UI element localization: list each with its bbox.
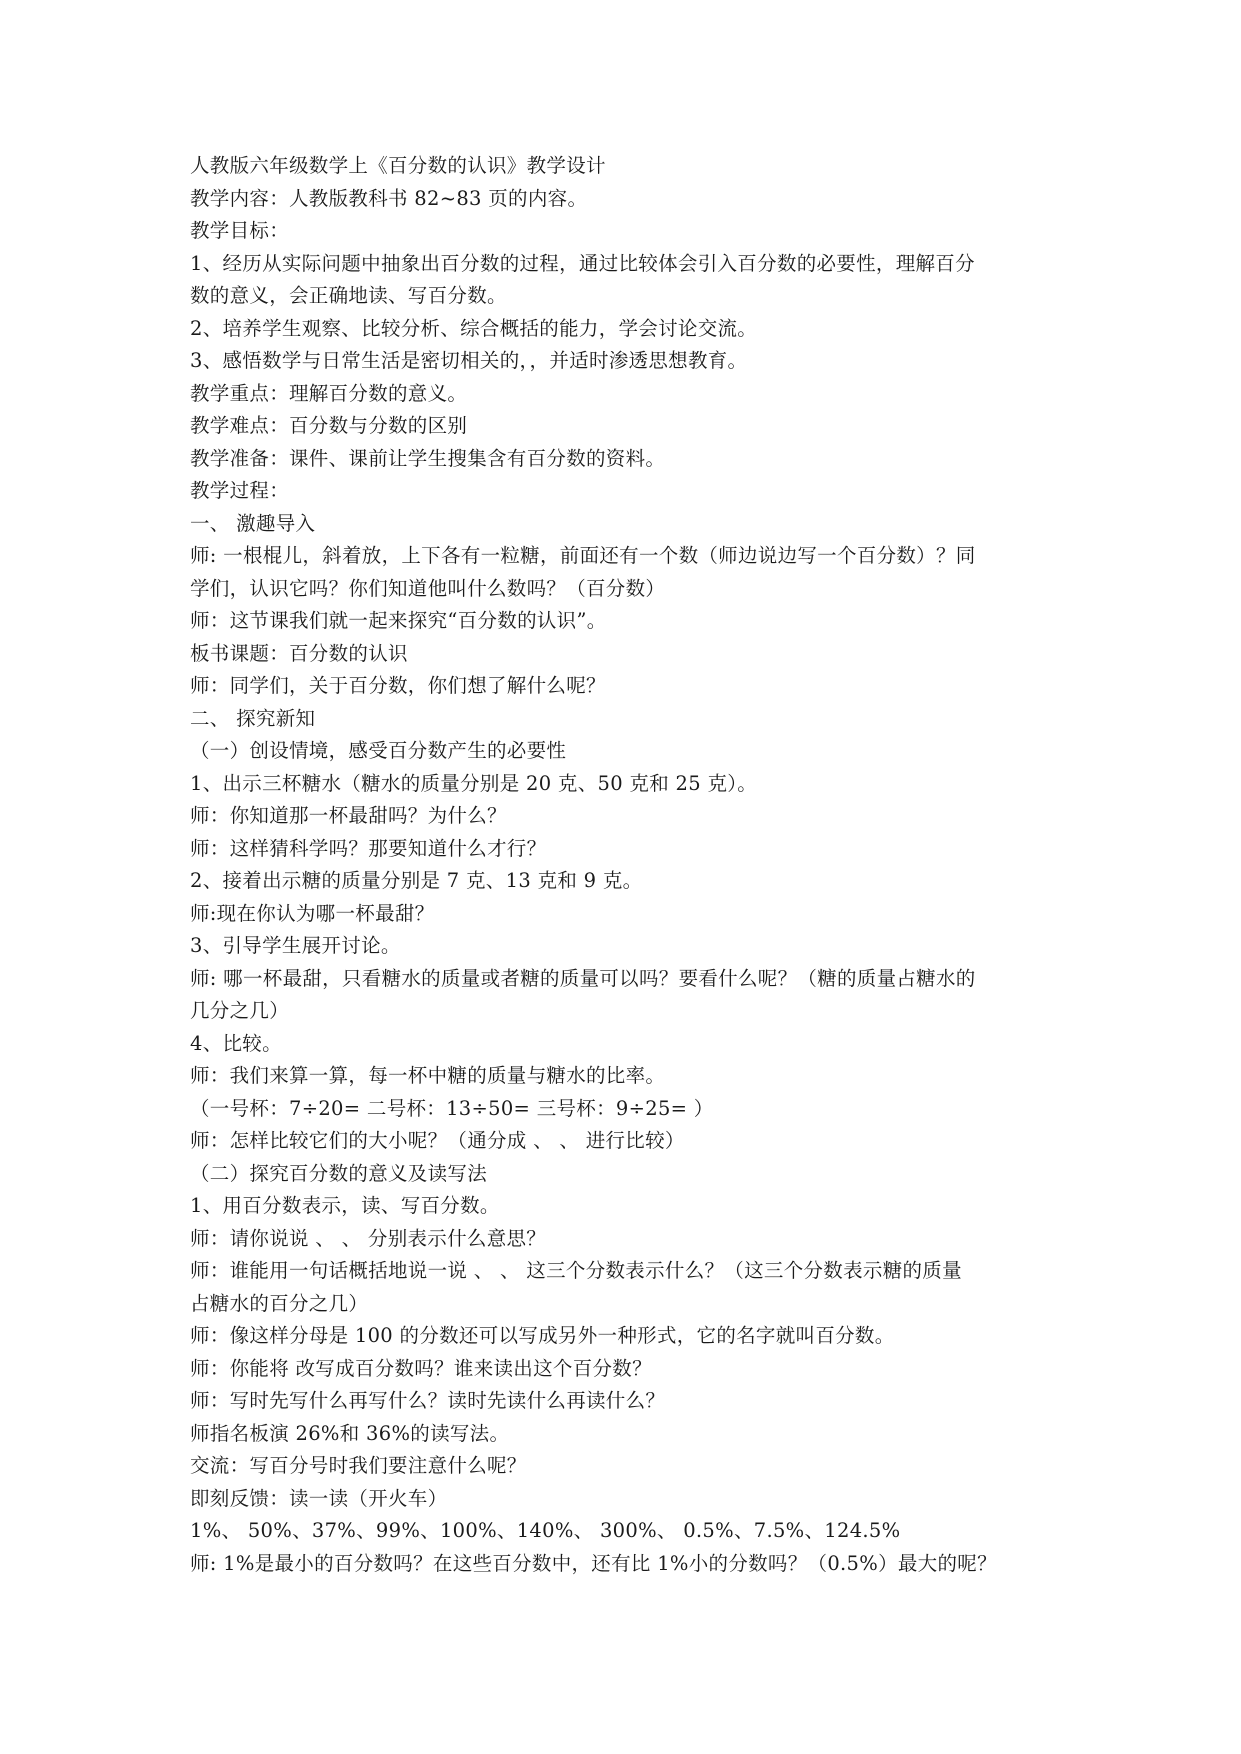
text-line: 一、 激趣导入	[190, 511, 316, 535]
text-line: 师：这样猜科学吗？那要知道什么才行？	[190, 836, 547, 860]
text-line: 教学难点：百分数与分数的区别	[190, 414, 468, 437]
text-line: 1、经历从实际问题中抽象出百分数的过程，通过比较体会引入百分数的必要性，理解百分	[190, 251, 975, 275]
text-line: 师：你知道那一杯最甜吗？为什么？	[190, 804, 507, 827]
text-line: 教学重点：理解百分数的意义。	[190, 381, 468, 405]
text-line: 师：怎样比较它们的大小呢？（通分成 、 、 进行比较）	[190, 1129, 685, 1152]
text-line: 3、引导学生展开讨论。	[190, 934, 401, 957]
lesson-plan-text	[190, 150, 1070, 1580]
text-line: 教学内容：人教版教科书 82~83 页的内容。	[190, 186, 588, 210]
text-line: 师：写时先写什么再写什么？读时先读什么再读什么？	[190, 1389, 666, 1412]
text-line: 师: 1%是最小的百分数吗？在这些百分数中，还有比 1%小的分数吗？（0.5%）最大的呢？	[190, 1551, 997, 1575]
text-line: （一）创设情境，感受百分数产生的必要性	[190, 739, 567, 762]
text-line: 2、接着出示糖的质量分别是 7 克、13 克和 9 克。	[190, 869, 643, 892]
text-line: 师：同学们，关于百分数，你们想了解什么呢？	[190, 674, 606, 697]
document-title: 人教版六年级数学上《百分数的认识》教学设计	[190, 154, 606, 177]
text-line: 占糖水的百分之几）	[190, 1291, 369, 1315]
text-line: 板书课题：百分数的认识	[190, 641, 408, 665]
text-line: 教学目标：	[190, 219, 290, 242]
text-line: 师：这节课我们就一起来探究“百分数的认识”。	[190, 609, 607, 632]
text-line: 数的意义，会正确地读、写百分数。	[190, 284, 507, 307]
text-line: （二）探究百分数的意义及读写法	[190, 1161, 488, 1185]
text-line: 师: 一根棍儿，斜着放，上下各有一粒糖，前面还有一个数（师边说边写一个百分数）？同	[190, 544, 976, 567]
text-line: 教学过程：	[190, 479, 290, 502]
text-line: 学们，认识它吗？你们知道他叫什么数吗？（百分数）	[190, 576, 666, 600]
text-line: 师：请你说说 、 、 分别表示什么意思？	[190, 1226, 547, 1250]
text-line: 师：你能将 改写成百分数吗？谁来读出这个百分数？	[190, 1356, 652, 1380]
text-line: 师：像这样分母是 100 的分数还可以写成另外一种形式，它的名字就叫百分数。	[190, 1324, 895, 1347]
text-line: （一号杯：7÷20= 二号杯：13÷50= 三号杯：9÷25= ）	[190, 1096, 714, 1120]
text-line: 2、培养学生观察、比较分析、综合概括的能力，学会讨论交流。	[190, 316, 758, 340]
text-line: 师:现在你认为哪一杯最甜？	[190, 901, 435, 925]
text-line: 3、感悟数学与日常生活是密切相关的，，并适时渗透思想教育。	[190, 349, 748, 372]
text-line: 1、出示三杯糖水（糖水的质量分别是 20 克、50 克和 25 克）。	[190, 771, 758, 795]
text-line: 即刻反馈：读一读（开火车）	[190, 1486, 448, 1510]
text-line: 几分之几）	[190, 999, 290, 1022]
text-line: 4、比较。	[190, 1031, 282, 1055]
text-line: 师：谁能用一句话概括地说一说 、 、 这三个分数表示什么？（这三个分数表示糖的质量	[190, 1259, 962, 1282]
text-line: 交流：写百分号时我们要注意什么呢？	[190, 1454, 527, 1477]
text-line: 师：我们来算一算，每一杯中糖的质量与糖水的比率。	[190, 1064, 666, 1087]
text-line: 教学准备：课件、课前让学生搜集含有百分数的资料。	[190, 446, 666, 470]
text-line: 1%、 50%、37%、99%、100%、140%、 300%、 0.5%、7.5%、124.5%	[190, 1519, 901, 1542]
text-line: 师指名板演 26%和 36%的读写法。	[190, 1421, 510, 1445]
text-line: 二、 探究新知	[190, 706, 316, 730]
text-line: 师: 哪一杯最甜，只看糖水的质量或者糖的质量可以吗？要看什么呢？（糖的质量占糖水的	[190, 966, 976, 990]
text-line: 1、用百分数表示，读、写百分数。	[190, 1194, 500, 1217]
